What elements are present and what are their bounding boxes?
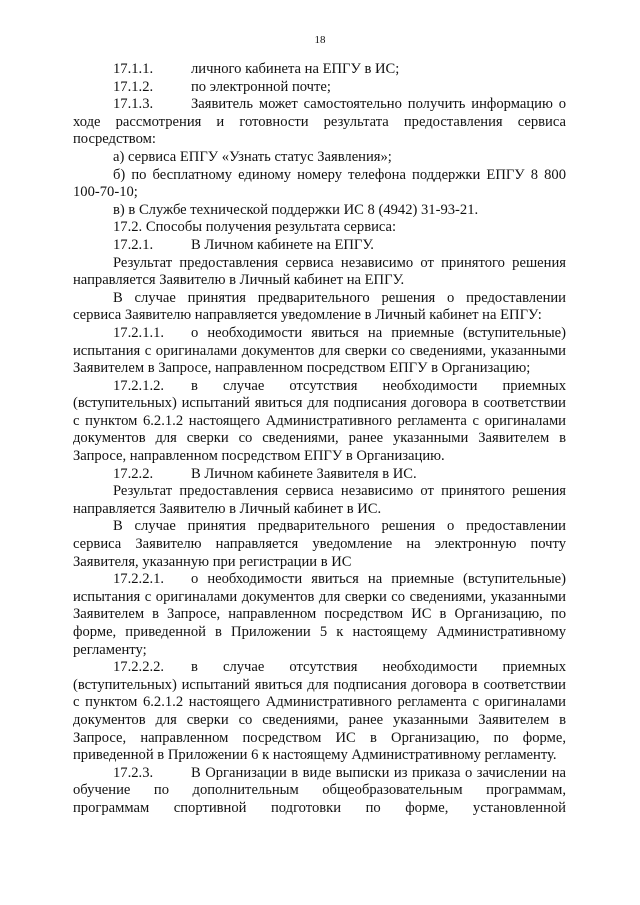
clause-number: 17.2.2.1. xyxy=(113,571,165,588)
paragraph-17-2 xyxy=(73,219,566,237)
clause-text: личного кабинета на ЕПГУ в ИС; xyxy=(191,61,400,77)
paragraph-option-c xyxy=(73,202,566,220)
page-number: 18 xyxy=(314,34,326,46)
paragraph-text: б) по бесплатному единому номеру телефона поддержки ЕПГУ 8 800 100-70-10; xyxy=(73,166,566,201)
paragraph-notification-email xyxy=(73,518,566,571)
paragraph-text: В случае принятия предварительного решения о предоставлении сервиса Заявителю направляется уведомление в Личный кабинет на ЕПГУ: xyxy=(73,289,566,324)
paragraph-17-1-2 xyxy=(73,79,566,97)
paragraph-17-2-1-1 xyxy=(73,325,566,378)
paragraph-17-1-3 xyxy=(73,96,566,149)
paragraph-result-is xyxy=(73,483,566,518)
paragraph-17-2-3 xyxy=(73,765,566,818)
paragraph-text: а) сервиса ЕПГУ «Узнать статус Заявления»; xyxy=(113,148,392,165)
clause-number: 17.1.1. xyxy=(113,61,154,77)
paragraph-text: Результат предоставления сервиса независимо от принятого решения направляется Заявителю в Личный кабинет на ЕПГУ. xyxy=(73,254,566,289)
clause-text: о необходимости явиться на приемные (вступительные) испытания с оригиналами документов для сверки со сведениями, указанными Заявителем в Запросе, направленном посредством ИС в Организацию, по форме, приведенной в Приложении 5 к настоящему Административному регламенту; xyxy=(73,571,566,658)
clause-number: 17.2.2. xyxy=(113,465,154,482)
clause-number: 17.2.1.1. xyxy=(113,324,165,341)
paragraph-17-2-2-1 xyxy=(73,571,566,659)
paragraph-notification-epgu xyxy=(73,290,566,325)
paragraph-option-a xyxy=(73,149,566,167)
paragraph-text: Результат предоставления сервиса независимо от принятого решения направляется Заявителю в Личный кабинет в ИС. xyxy=(73,483,566,517)
document-body xyxy=(73,61,566,818)
clause-number: 17.2.1.2. xyxy=(113,377,165,394)
paragraph-17-2-1 xyxy=(73,237,566,255)
clause-text: Заявитель может самостоятельно получить информацию о ходе рассмотрения и готовности результата предоставления сервиса посредством: xyxy=(73,96,566,148)
paragraph-17-2-1-2 xyxy=(73,378,566,466)
clause-text: о необходимости явиться на приемные (вступительные) испытания с оригиналами документов для сверки со сведениями, указанными Заявителем в Запросе, направленном посредством ЕПГУ в Организацию; xyxy=(73,324,566,377)
clause-number: 17.2.1. xyxy=(113,236,154,253)
paragraph-text: 17.2. Способы получения результата сервиса: xyxy=(113,219,397,236)
clause-text: В Личном кабинете на ЕПГУ. xyxy=(191,236,374,253)
clause-number: 17.2.3. xyxy=(113,764,154,781)
paragraph-option-b xyxy=(73,167,566,202)
clause-text: В Организации в виде выписки из приказа о зачислении на обучение по дополнительным общеобразовательным программам, программам спортивной подготовки по форме, установленной xyxy=(73,764,566,816)
paragraph-17-2-2-2 xyxy=(73,659,566,765)
paragraph-text: в) в Службе технической поддержки ИС 8 (4942) 31-93-21. xyxy=(113,201,479,218)
clause-text: в случае отсутствия необходимости приемных (вступительных) испытаний явиться для подписания договора в соответствии с пунктом 6.2.1.2 настоящего Административного регламента с оригиналами документов для сверки со сведениями, ранее указанными Заявителем в Запросе, направленном посредством ИС в Организацию, по форме, приведенной в Приложении 6 к настоящему Административному регламенту. xyxy=(73,659,566,764)
clause-text: в случае отсутствия необходимости приемных (вступительных) испытаний явиться для подписания договора в соответствии с пунктом 6.2.1.2 настоящего Административного регламента с оригиналами документов для сверки со сведениями, ранее указанными Заявителем в Запросе, направленном посредством ЕПГУ в Организацию. xyxy=(73,377,566,465)
paragraph-17-2-2 xyxy=(73,466,566,484)
clause-text: В Личном кабинете Заявителя в ИС. xyxy=(191,465,417,482)
clause-text: по электронной почте; xyxy=(191,78,331,95)
paragraph-text: В случае принятия предварительного решения о предоставлении сервиса Заявителю направляется уведомление на электронную почту Заявителя, указанную при регистрации в ИС xyxy=(73,518,566,570)
paragraph-result-epgu xyxy=(73,255,566,290)
clause-number: 17.2.2.2. xyxy=(113,659,165,676)
clause-number: 17.1.2. xyxy=(113,78,154,95)
clause-number: 17.1.3. xyxy=(113,96,154,113)
paragraph-17-1-1 xyxy=(73,61,566,79)
